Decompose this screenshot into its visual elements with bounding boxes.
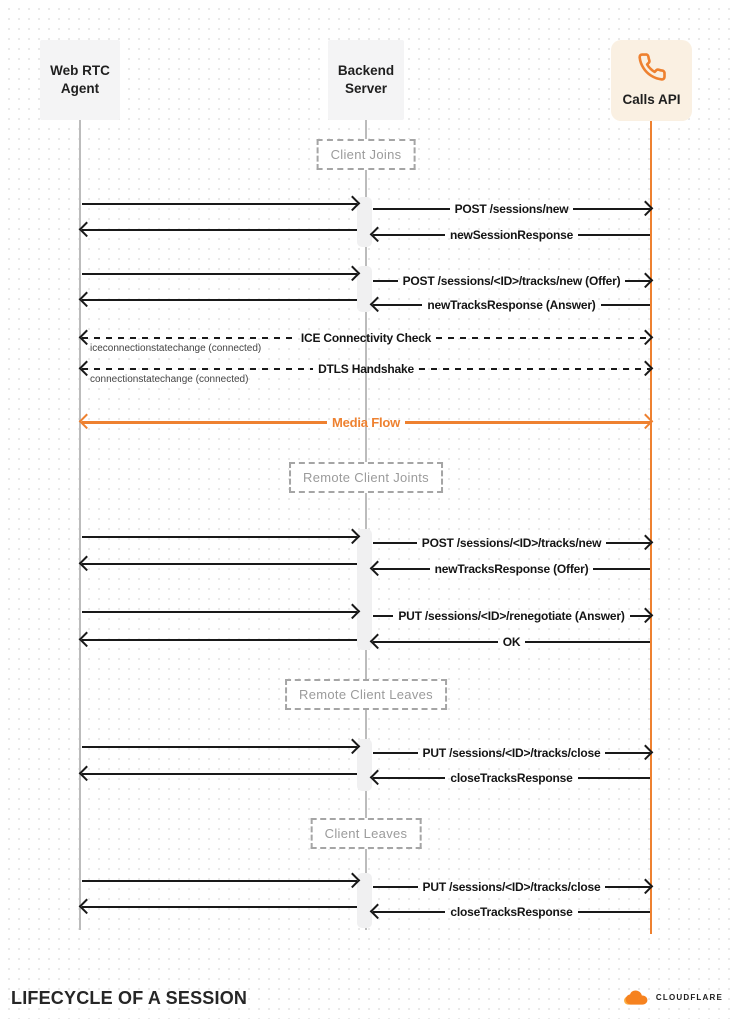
message-label: PUT /sessions/<ID>/renegotiate (Answer) — [398, 609, 625, 623]
arrow-line — [82, 563, 357, 566]
arrow-backend-to-agent — [82, 294, 357, 306]
arrow-line — [82, 611, 357, 614]
lifeline-calls-api — [650, 121, 652, 934]
arrow-api-to-backend — [373, 636, 650, 648]
phase-label: Client Joins — [330, 147, 402, 162]
arrow-line — [373, 542, 417, 545]
activation-bar — [357, 529, 372, 650]
event-callback-label: connectionstatechange (connected) — [90, 374, 249, 385]
arrow-backend-to-api — [373, 747, 650, 759]
cloudflare-logo — [622, 989, 723, 1006]
arrow-api-to-backend — [373, 563, 650, 575]
arrow-line — [82, 746, 357, 749]
arrow-line — [373, 280, 398, 283]
message-label: ICE Connectivity Check — [300, 331, 432, 345]
arrow-api-to-backend — [373, 299, 650, 311]
arrowhead-icon — [79, 222, 95, 238]
arrowhead-icon — [370, 297, 386, 313]
arrow-backend-to-api — [373, 275, 650, 287]
arrowhead-icon — [79, 556, 95, 572]
message-label: Media Flow — [331, 414, 401, 430]
actor-calls-api — [611, 40, 692, 121]
message-label: POST /sessions/new — [454, 202, 569, 216]
cloudflare-wordmark: CLOUDFLARE — [655, 993, 723, 1002]
phase-remote-client-leaves — [285, 679, 447, 710]
message-label: newTracksResponse (Answer) — [427, 298, 596, 312]
arrow-line — [436, 337, 650, 340]
phase-remote-client-joins — [289, 462, 443, 493]
arrowhead-icon — [79, 292, 95, 308]
arrowhead-icon — [370, 634, 386, 650]
arrowhead-icon — [79, 899, 95, 915]
event-callback-label: iceconnectionstatechange (connected) — [90, 343, 262, 354]
actor-label: Web RTC Agent — [50, 63, 110, 96]
cloudflare-cloud-icon — [622, 989, 652, 1006]
message-label: closeTracksResponse — [450, 905, 573, 919]
arrow-api-to-backend — [373, 906, 650, 918]
arrow-line — [593, 568, 650, 571]
arrow-api-to-backend — [373, 772, 650, 784]
arrow-line — [419, 368, 650, 371]
message-label: POST /sessions/<ID>/tracks/new — [421, 536, 602, 550]
message-label: closeTracksResponse — [450, 771, 573, 785]
phase-label: Remote Client Leaves — [299, 687, 433, 702]
arrow-api-to-backend — [373, 229, 650, 241]
phone-icon — [637, 52, 667, 82]
arrowhead-icon — [79, 414, 95, 430]
arrowhead-icon — [370, 770, 386, 786]
arrow-line — [82, 229, 357, 232]
arrow-agent-to-backend — [82, 268, 357, 280]
arrow-line — [373, 886, 418, 889]
message-label: newTracksResponse (Offer) — [434, 562, 589, 576]
phase-label: Remote Client Joints — [303, 470, 429, 485]
arrow-line — [82, 337, 296, 340]
arrow-backend-to-agent — [82, 634, 357, 646]
arrow-media-flow — [82, 416, 650, 428]
arrow-line — [373, 615, 393, 618]
arrow-line — [578, 234, 650, 237]
phase-client-leaves — [311, 818, 422, 849]
message-label: PUT /sessions/<ID>/tracks/close — [422, 880, 601, 894]
arrow-line — [601, 304, 650, 307]
arrow-backend-to-api — [373, 203, 650, 215]
lifeline-web-rtc-agent — [79, 120, 81, 930]
arrow-line — [82, 880, 357, 883]
arrowhead-icon — [370, 561, 386, 577]
arrowhead-icon — [370, 227, 386, 243]
message-label: OK — [502, 635, 521, 649]
arrowhead-icon — [370, 904, 386, 920]
message-label: DTLS Handshake — [318, 362, 414, 376]
arrow-line — [405, 421, 650, 424]
arrow-backend-to-api — [373, 881, 650, 893]
arrow-line — [373, 752, 418, 755]
arrow-line — [373, 208, 450, 211]
phase-client-joins — [317, 139, 416, 170]
arrow-backend-to-agent — [82, 558, 357, 570]
arrow-line — [373, 641, 498, 644]
arrow-backend-to-agent — [82, 901, 357, 913]
arrow-backend-to-api — [373, 610, 650, 622]
arrow-line — [82, 773, 357, 776]
arrow-agent-to-backend — [82, 531, 357, 543]
arrow-line — [82, 273, 357, 276]
message-label: POST /sessions/<ID>/tracks/new (Offer) — [402, 274, 621, 288]
actor-label: Backend Server — [337, 63, 395, 96]
arrow-agent-to-backend — [82, 198, 357, 210]
arrow-backend-to-agent — [82, 768, 357, 780]
arrow-line — [82, 906, 357, 909]
arrow-line — [82, 536, 357, 539]
arrow-line — [82, 299, 357, 302]
arrow-agent-to-backend — [82, 606, 357, 618]
arrow-line — [82, 203, 357, 206]
arrow-backend-to-api — [373, 537, 650, 549]
arrowhead-icon — [79, 632, 95, 648]
arrow-agent-to-backend — [82, 741, 357, 753]
arrow-line — [525, 641, 650, 644]
arrow-line — [578, 911, 650, 914]
message-label: newSessionResponse — [449, 228, 574, 242]
actor-label: Calls API — [622, 92, 681, 108]
arrow-agent-to-backend — [82, 875, 357, 887]
arrow-line — [82, 368, 313, 371]
actor-web-rtc-agent — [40, 40, 120, 120]
arrow-line — [578, 777, 650, 780]
arrow-backend-to-agent — [82, 224, 357, 236]
phase-label: Client Leaves — [324, 826, 408, 841]
arrow-line — [82, 639, 357, 642]
message-label: PUT /sessions/<ID>/tracks/close — [422, 746, 601, 760]
activation-bar — [357, 197, 372, 247]
arrowhead-icon — [79, 766, 95, 782]
actor-backend-server — [328, 40, 404, 120]
arrow-line — [82, 421, 327, 424]
page-title: LIFECYCLE OF A SESSION — [11, 988, 248, 1008]
